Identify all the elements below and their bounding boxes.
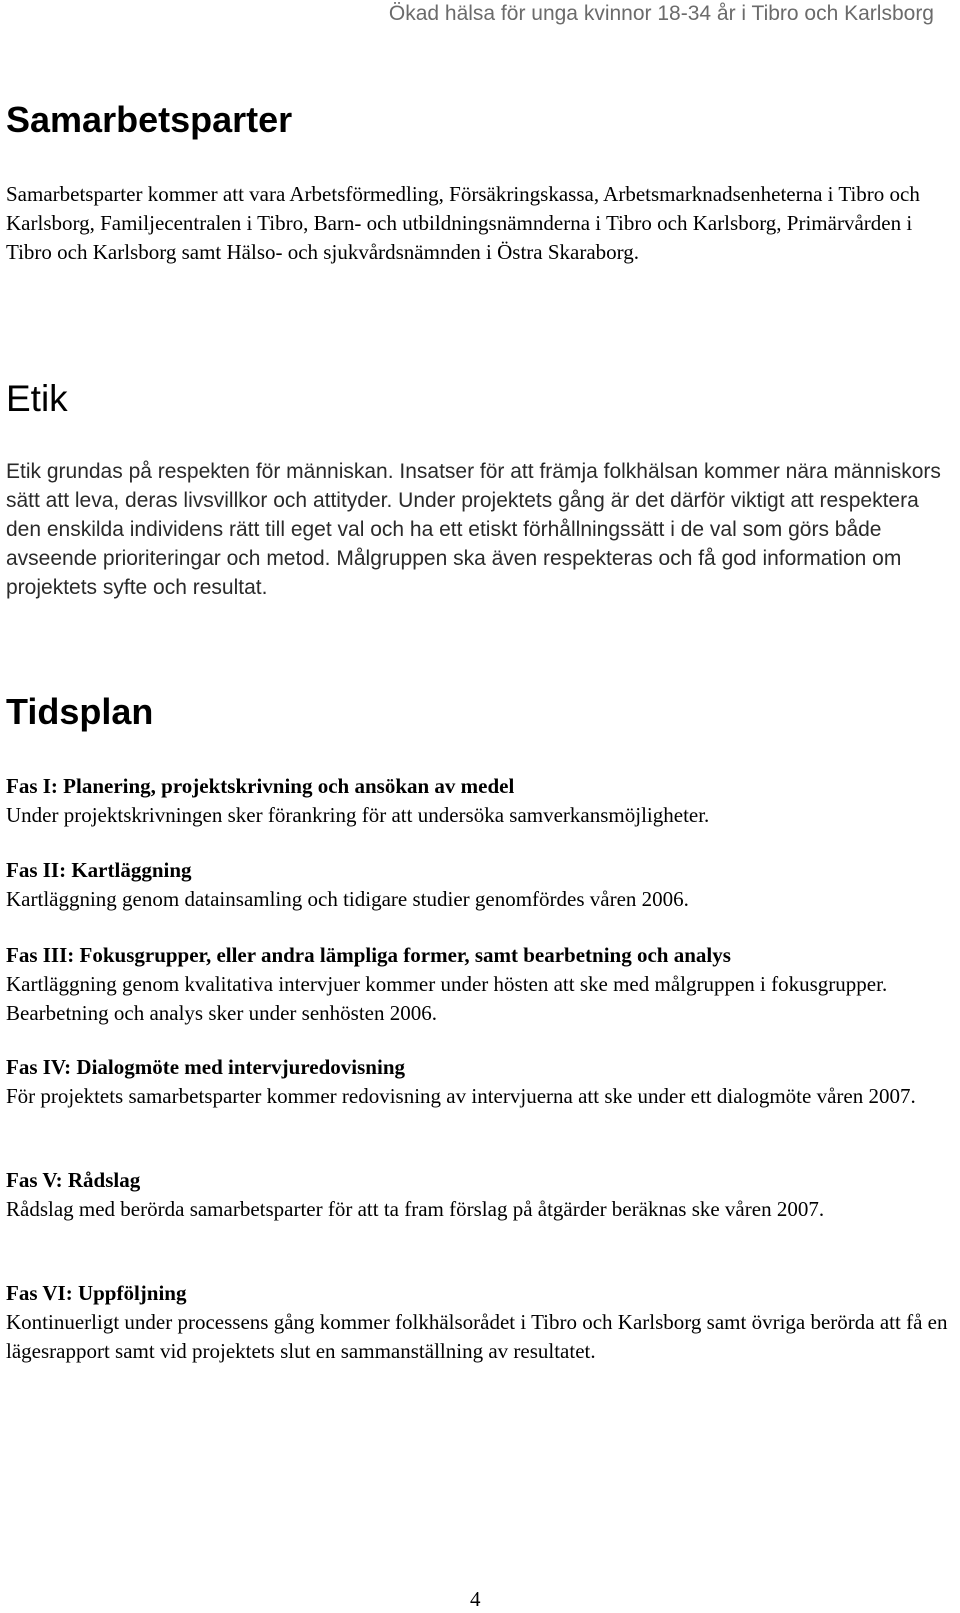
phase-title: Fas VI: Uppföljning [6, 1281, 187, 1305]
phase-text: Kartläggning genom datainsamling och tidigare studier genomfördes våren 2006. [6, 887, 689, 911]
phase-title: Fas IV: Dialogmöte med intervjuredovisning [6, 1055, 405, 1079]
running-header: Ökad hälsa för unga kvinnor 18-34 år i Tibro och Karlsborg [388, 2, 934, 25]
etik-paragraph: Etik grundas på respekten för människan. Insatser för att främja folkhälsan kommer nära människors sätt att leva, deras livsvillkor och attityder. Under projektets gång är det därför viktigt att respektera den enskilda individens rätt till eget val och ha ett etiskt förhållningssätt i de val som görs både avseende prioriteringar och metod. Målgruppen ska även respekteras och få god information om projektets syfte och resultat. [6, 460, 941, 599]
phase-title: Fas III: Fokusgrupper, eller andra lämpliga former, samt bearbetning och analys [6, 943, 731, 967]
page-number: 4 [470, 1587, 481, 1611]
phase-title: Fas V: Rådslag [6, 1168, 141, 1192]
phase-3 [6, 941, 954, 1028]
tidsplan-heading: Tidsplan [6, 691, 154, 732]
phase-text: Kartläggning genom kvalitativa intervjuer kommer under hösten att ske med målgruppen i fokusgrupper. Bearbetning och analys sker under senhösten 2006. [6, 972, 888, 1025]
samarbetsparter-paragraph: Samarbetsparter kommer att vara Arbetsförmedling, Försäkringskassa, Arbetsmarknadsenheterna i Tibro och Karlsborg, Familjecentralen i Tibro, Barn- och utbildningsnämnderna i Tibro och Karlsborg, Primärvården i Tibro och Karlsborg samt Hälso- och sjukvårdsnämnden i Östra Skaraborg. [6, 182, 920, 264]
phase-1 [6, 772, 954, 830]
phase-5 [6, 1166, 954, 1224]
phase-2 [6, 856, 954, 914]
phase-text: Rådslag med berörda samarbetsparter för att ta fram förslag på åtgärder beräknas ske våren 2007. [6, 1197, 825, 1221]
samarbetsparter-heading: Samarbetsparter [6, 99, 293, 140]
phase-4 [6, 1053, 954, 1111]
phase-text: Kontinuerligt under processens gång kommer folkhälsorådet i Tibro och Karlsborg samt övriga berörda att få en lägesrapport samt vid projektets slut en sammanställning av resultatet. [6, 1310, 948, 1363]
phase-6 [6, 1279, 954, 1366]
phase-text: Under projektskrivningen sker förankring för att undersöka samverkansmöjligheter. [6, 803, 710, 827]
phase-title: Fas I: Planering, projektskrivning och ansökan av medel [6, 774, 515, 798]
etik-heading: Etik [6, 378, 68, 419]
phase-text: För projektets samarbetsparter kommer redovisning av intervjuerna att ske under ett dialogmöte våren 2007. [6, 1084, 916, 1108]
phase-title: Fas II: Kartläggning [6, 858, 192, 882]
